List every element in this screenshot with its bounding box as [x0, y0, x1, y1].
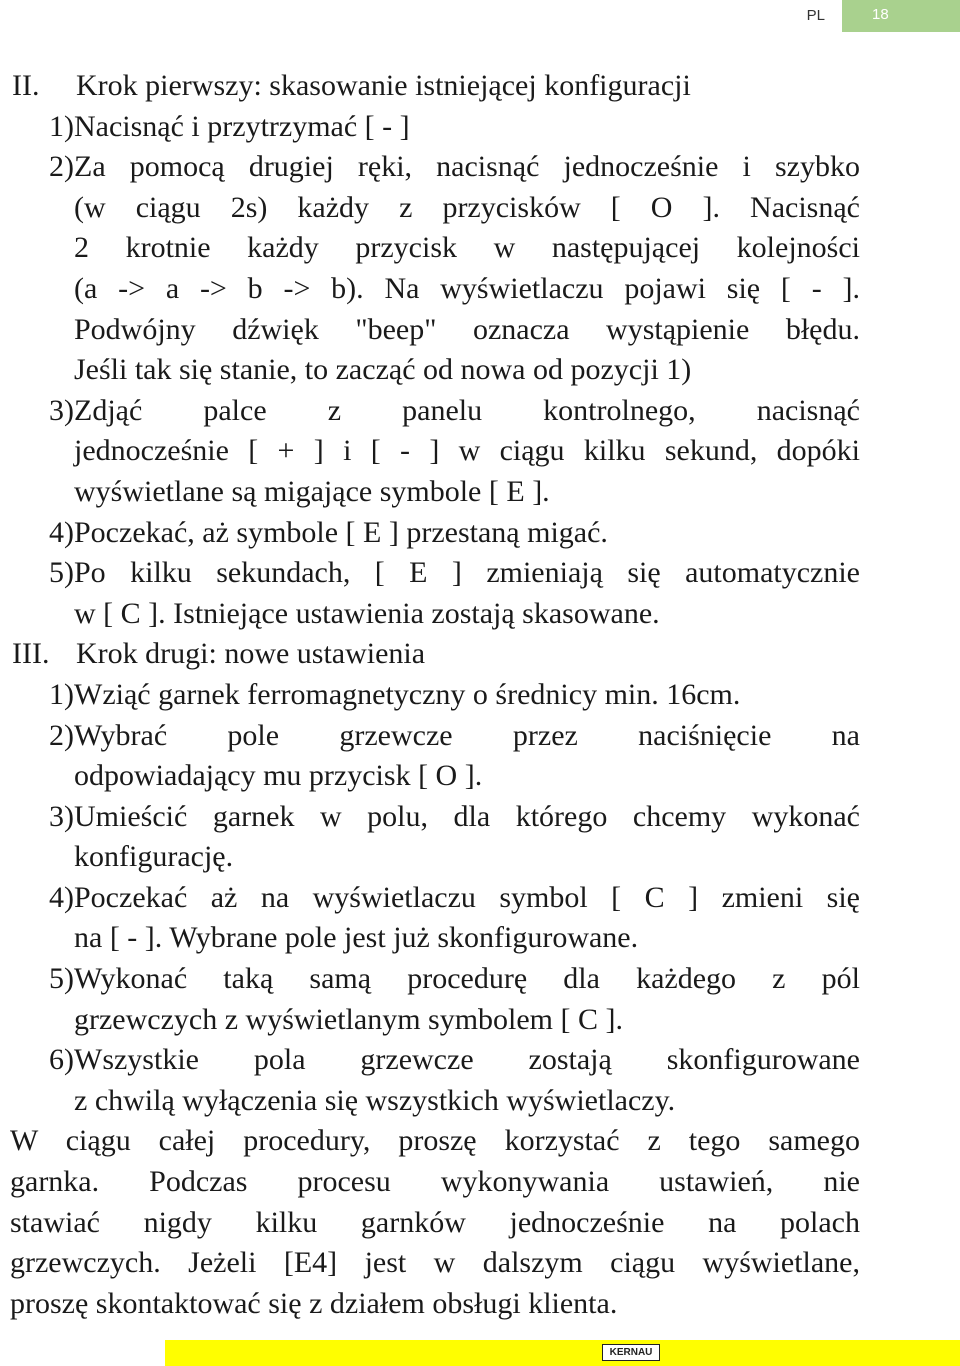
list-item-number: 3) [49, 393, 74, 427]
list-item [10, 1040, 860, 1121]
text-line: grzewczych z wyświetlanym symbolem [ C ]. [74, 1002, 624, 1036]
list-item-text [74, 675, 860, 716]
list-item-text [74, 513, 860, 554]
list-item-text [74, 716, 860, 797]
list-item [10, 878, 860, 959]
section-title: Krok pierwszy: skasowanie istniejącej konfiguracji [76, 69, 691, 102]
text-line: z chwilą wyłączenia się wszystkich wyświetlaczy. [74, 1083, 676, 1117]
text-line: w [ C ]. Istniejące ustawienia zostają skasowane. [74, 596, 660, 630]
list-item-number: 4) [49, 880, 74, 914]
list-item [10, 797, 860, 878]
text-line: wyświetlane są migające symbole [ E ]. [74, 474, 550, 508]
list-item-text [74, 1040, 860, 1121]
section-heading-step2 [10, 634, 860, 675]
list-item [10, 959, 860, 1040]
text-line: Wszystkie pola grzewcze zostają skonfigurowane [74, 1043, 860, 1077]
text-line: Wybrać pole grzewcze przez naciśnięcie na [74, 718, 860, 752]
text-line: odpowiadający mu przycisk [ O ]. [74, 759, 483, 793]
list-item [10, 553, 860, 634]
text-line: (a -> a -> b -> b). Na wyświetlaczu pojawi się [ - ]. [74, 271, 860, 305]
list-item [10, 391, 860, 513]
page-header [0, 0, 960, 34]
section-title: Krok drugi: nowe ustawienia [76, 637, 426, 671]
list-item [10, 107, 860, 148]
list-item-number: 6) [49, 1043, 74, 1077]
text-line: Wziąć garnek ferromagnetyczny o średnicy min. 16cm. [74, 677, 741, 711]
brand-logo: KERNAU [602, 1344, 660, 1361]
text-line: Podwójny dźwięk "beep" oznacza wystąpienie błędu. [74, 312, 860, 346]
text-line: Umieścić garnek w polu, dla którego chcemy wykonać [74, 799, 860, 833]
list-item-text [74, 959, 860, 1040]
list-item-number: 4) [49, 515, 74, 549]
text-line: Po kilku sekundach, [ E ] zmieniają się automatycznie [74, 556, 860, 590]
section-heading-step1 [10, 66, 860, 107]
footer-bar [165, 1340, 960, 1366]
list-item [10, 716, 860, 797]
text-line: jednocześnie [ + ] i [ - ] w ciągu kilku sekund, dopóki [74, 434, 860, 468]
list-item-text [74, 553, 860, 634]
text-line: Poczekać aż na wyświetlaczu symbol [ C ] zmieni się [74, 880, 860, 914]
list-item-number: 5) [49, 556, 74, 590]
page-number-badge [842, 0, 960, 32]
document-body [10, 66, 860, 1324]
page-footer [165, 1340, 960, 1366]
text-line: Za pomocą drugiej ręki, nacisnąć jednocześnie i szybko [74, 150, 860, 184]
section-numeral: II. [12, 69, 40, 102]
list-item-number: 3) [49, 799, 74, 833]
closing-paragraph [10, 1121, 860, 1324]
page-number: 18 [872, 6, 889, 23]
list-item-number: 2) [49, 150, 74, 184]
text-line: garnka. Podczas procesu wykonywania ustawień, nie [10, 1165, 860, 1199]
list-item [10, 513, 860, 554]
list-item-number: 2) [49, 718, 74, 752]
list-item-text [74, 147, 860, 391]
text-line: Zdjąć palce z panelu kontrolnego, nacisnąć [74, 393, 860, 427]
text-line: W ciągu całej procedury, proszę korzystać z tego samego [10, 1124, 860, 1158]
step2-list [10, 675, 860, 1122]
list-item-text [74, 107, 860, 148]
list-item-text [74, 878, 860, 959]
text-line: stawiać nigdy kilku garnków jednocześnie na polach [10, 1205, 860, 1239]
list-item-number: 1) [49, 677, 74, 711]
list-item [10, 675, 860, 716]
text-line: grzewczych. Jeżeli [E4] jest w dalszym ciągu wyświetlane, [10, 1246, 860, 1280]
text-line: Poczekać, aż symbole [ E ] przestaną migać. [74, 515, 608, 549]
section-numeral: III. [12, 637, 50, 671]
text-line: Jeśli tak się stanie, to zacząć od nowa od pozycji 1) [74, 353, 692, 387]
text-line: 2 krotnie każdy przycisk w następującej kolejności [74, 231, 860, 265]
list-item [10, 147, 860, 391]
text-line: konfigurację. [74, 840, 234, 874]
list-item-text [74, 391, 860, 513]
list-item-number: 5) [49, 962, 74, 996]
text-line: (w ciągu 2s) każdy z przycisków [ O ]. Nacisnąć [74, 190, 860, 224]
language-code: PL [806, 7, 825, 24]
step1-list [10, 107, 860, 635]
text-line: Wykonać taką samą procedurę dla każdego z pól [74, 962, 860, 996]
text-line: proszę skontaktować się z działem obsługi klienta. [10, 1286, 618, 1320]
list-item-number: 1) [49, 109, 74, 143]
text-line: na [ - ]. Wybrane pole jest już skonfigurowane. [74, 921, 639, 955]
text-line: Nacisnąć i przytrzymać [ - ] [74, 109, 410, 143]
list-item-text [74, 797, 860, 878]
